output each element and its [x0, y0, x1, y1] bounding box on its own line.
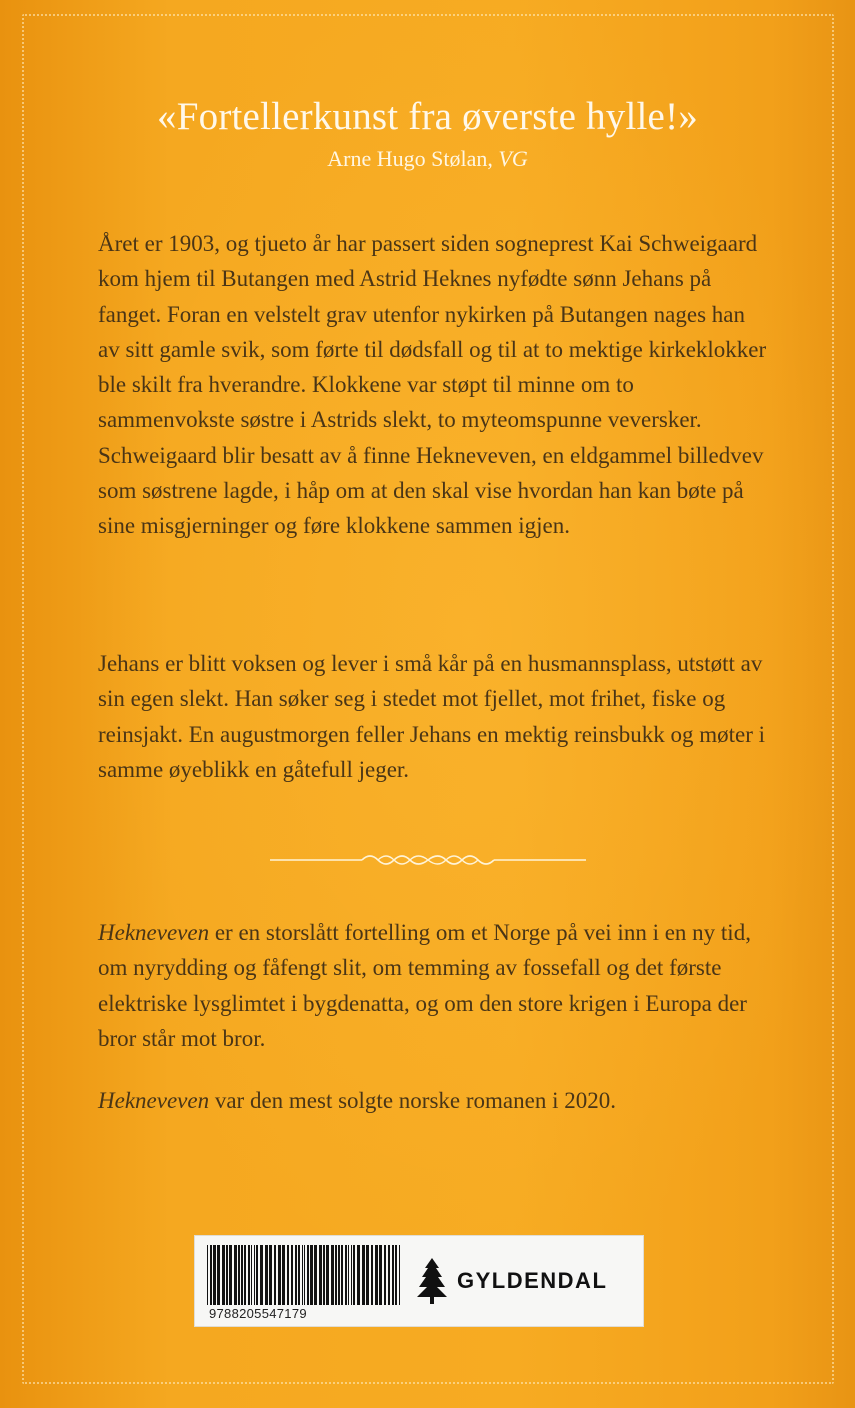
- barcode-bar: [254, 1245, 255, 1305]
- barcode-bar: [256, 1245, 258, 1305]
- quote-author: Arne Hugo Stølan,: [327, 146, 499, 171]
- barcode-bar: [353, 1245, 355, 1305]
- barcode-bar: [298, 1245, 300, 1305]
- barcode-bar: [226, 1245, 228, 1305]
- barcode-bar: [326, 1245, 329, 1305]
- barcode-bar: [210, 1245, 212, 1305]
- barcode-bar: [399, 1245, 400, 1305]
- barcode-bar: [244, 1245, 246, 1305]
- blurb-paragraph-4: [98, 1083, 770, 1118]
- pine-tree-icon: [417, 1258, 447, 1304]
- barcode-bar: [395, 1245, 397, 1305]
- barcode-bar: [362, 1245, 365, 1305]
- barcode-bar: [295, 1245, 297, 1305]
- barcode-bar: [269, 1245, 272, 1305]
- barcode-bar: [213, 1245, 216, 1305]
- blurb-paragraph-4-text: var den mest solgte norske romanen i 2020.: [209, 1088, 616, 1113]
- blurb-paragraph-2: Jehans er blitt voksen og lever i små kår på en husmannsplass, utstøtt av sin egen slekt. Han søker seg i stedet mot fjellet, mot frihet, fiske og reinsjakt. En augustmorgen feller Jehans en mektig reinsbukk og møter i samme øyeblikk en gåtefull jeger.: [98, 651, 766, 782]
- blurb-paragraph-1: Året er 1903, og tjueto år har passert siden sogneprest Kai Schweigaard kom hjem til Butangen med Astrid Heknes nyfødte sønn Jehans på fanget. Foran en velstelt grav utenfor nykirken på Butangen nages han av sitt gamle svik, som førte til dødsfall og til at to mektige kirkeklokker ble skilt fra hverandre. Klokkene var støpt til minne om to sammenvokste søstre i Astrids slekt, to myteomspunne veversker. Schweigaard blir besatt av å finne Hekneveven, en eldgammel billedvev som søstrene lagde, i håp om at den skal vise hvordan han kan bøte på sine misgjerninger og føre klokkene sammen igjen.: [98, 231, 767, 539]
- review-quote: «Fortellerkunst fra øverste hylle!»: [157, 95, 698, 138]
- barcode-bar: [241, 1245, 243, 1305]
- barcode-bar: [351, 1245, 352, 1305]
- quote-attribution: [0, 146, 855, 172]
- barcode-bar: [323, 1245, 325, 1305]
- barcode-bar: [310, 1245, 313, 1305]
- barcode-bar: [282, 1245, 285, 1305]
- barcode-bar: [331, 1245, 334, 1305]
- barcode-bar: [335, 1245, 337, 1305]
- ornament-divider-icon: [270, 848, 586, 872]
- publisher-name: GYLDENDAL: [457, 1268, 608, 1293]
- barcode-bar: [278, 1245, 281, 1305]
- barcode-bar: [304, 1245, 305, 1305]
- barcode-bar: [392, 1245, 394, 1305]
- barcode-bar: [287, 1245, 289, 1305]
- barcode-bar: [251, 1245, 252, 1305]
- barcode-bar: [217, 1245, 220, 1305]
- barcode-bar: [248, 1245, 250, 1305]
- barcode-bar: [307, 1245, 309, 1305]
- barcode-bar: [238, 1245, 240, 1305]
- barcode-bar: [222, 1245, 225, 1305]
- barcode-bar: [348, 1245, 349, 1305]
- barcode-bar: [338, 1245, 340, 1305]
- barcode-bar: [234, 1245, 237, 1305]
- barcode-bar: [274, 1245, 276, 1305]
- barcode-bar: [388, 1245, 390, 1305]
- barcode-bar: [371, 1245, 373, 1305]
- barcode-bar: [291, 1245, 293, 1305]
- barcode-bar: [375, 1245, 378, 1305]
- barcode-bar: [229, 1245, 232, 1305]
- barcode-bar: [207, 1245, 208, 1305]
- book-title: Hekneveven: [98, 1088, 210, 1113]
- barcode-label: [194, 1235, 644, 1327]
- barcode-bar: [260, 1245, 263, 1305]
- quote-source: VG: [498, 146, 528, 171]
- blurb-paragraph-3-text: er en storslått fortelling om et Norge på vei inn i en ny tid, om nyrydding og fåfengt slit, om temming av fossefall og det første elektriske lysglimtet i bygdenatta, og om den store krigen i Europa der bror står mot bror.: [98, 920, 751, 1051]
- barcode-bar: [314, 1245, 317, 1305]
- barcode-bar: [341, 1245, 343, 1305]
- barcode-bar: [384, 1245, 386, 1305]
- book-title: Hekneveven: [98, 920, 210, 945]
- barcode-bar: [366, 1245, 369, 1305]
- barcode: [205, 1245, 405, 1307]
- isbn-number: 9788205547179: [209, 1306, 307, 1321]
- barcode-bar: [345, 1245, 347, 1305]
- publisher-logo: [417, 1258, 629, 1306]
- barcode-bar: [302, 1245, 303, 1305]
- barcode-bar: [357, 1245, 360, 1305]
- barcode-bar: [265, 1245, 268, 1305]
- blurb-paragraph-3: [98, 915, 770, 1056]
- barcode-bar: [379, 1245, 382, 1305]
- barcode-bar: [319, 1245, 322, 1305]
